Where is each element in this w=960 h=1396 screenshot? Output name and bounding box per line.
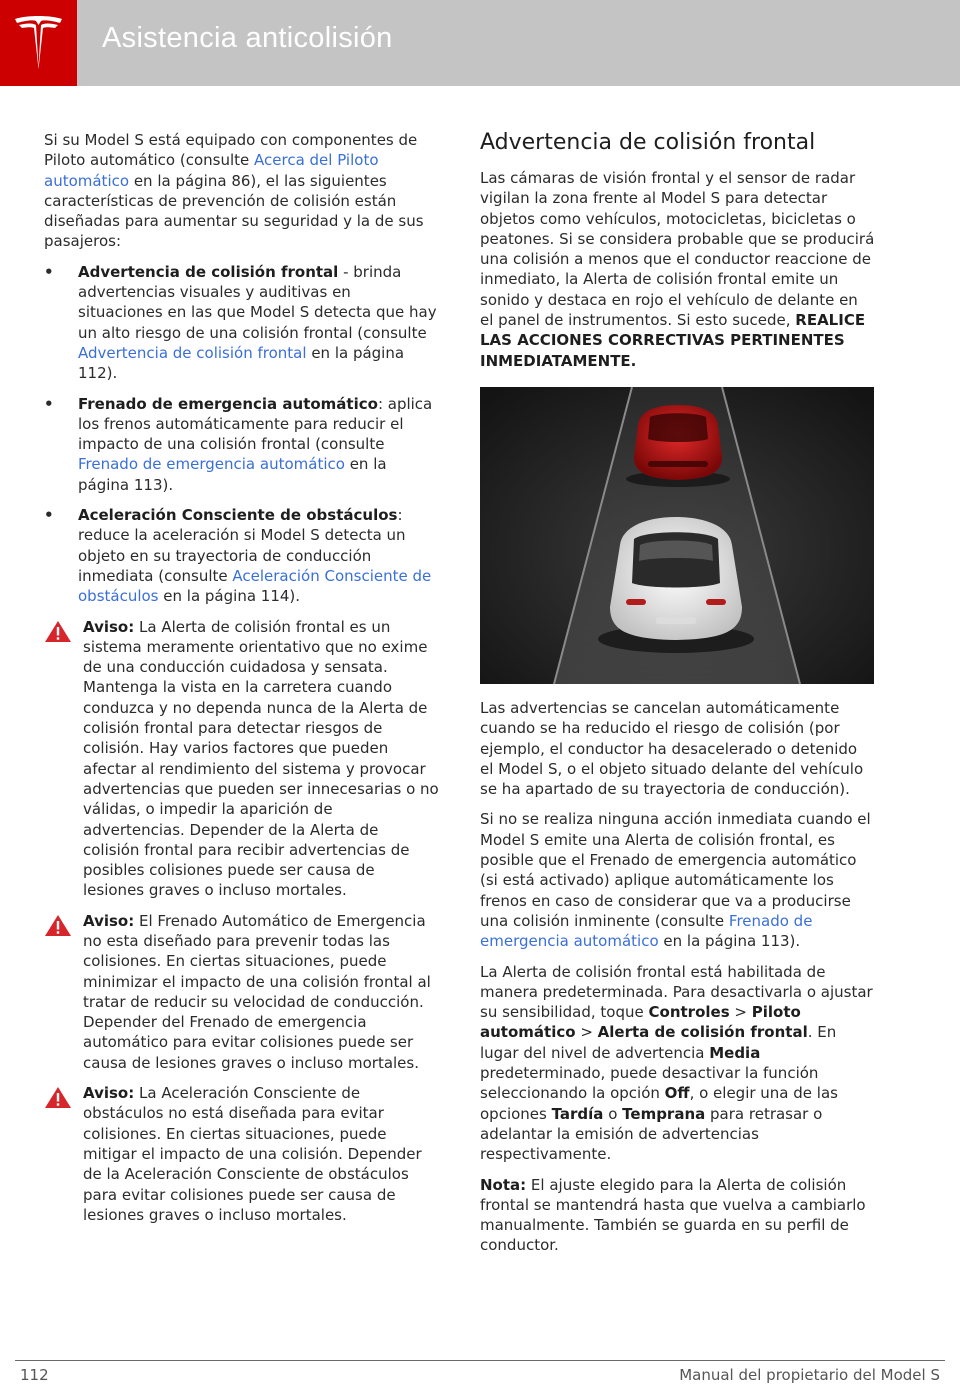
intro-paragraph: Si su Model S está equipado con componentes de Piloto automático (consulte Acerca del Piloto automático en la página 86), el las siguientes características de prevención de colisión están diseñadas para aumentar su seguridad y la de sus pasajeros: — [44, 131, 424, 251]
paragraph: Las cámaras de visión frontal y el sensor de radar vigilan la zona frente al Model S para detectar objetos como vehículos, motocicletas, bicicletas o peatones. Si se considera probable que se producirá una colisión a menos que el conductor reaccione de inmediato, la Alerta de colisión frontal emite un sonido y destaca en rojo el vehículo de delante en el panel de instrumentos. Si esto sucede, REALICE LAS ACCIONES CORRECTIVAS PERTINENTES INMEDIATAMENTE. — [480, 169, 875, 370]
tesla-logo-icon — [13, 15, 64, 70]
list-item: • Aceleración Consciente de obstáculos: reduce la aceleración si Model S detecta un objeto en su trayectoria de conducción inmediata (consulte Aceleración Consciente de obstáculos en la página 114). — [44, 506, 432, 606]
logo-box — [0, 0, 77, 86]
link-acerca-piloto[interactable]: Acerca del Piloto automático — [44, 151, 379, 190]
link-frenado-emergencia[interactable]: Frenado de emergencia automático — [480, 911, 813, 951]
right-column — [480, 130, 875, 1266]
page-header — [0, 0, 960, 86]
warning-triangle-icon — [44, 620, 72, 643]
feature-list — [44, 262, 439, 607]
link-advertencia-colision[interactable]: Advertencia de colisión frontal — [78, 343, 307, 362]
section-heading: Advertencia de colisión frontal — [480, 130, 816, 155]
page-number: 112 — [20, 1366, 49, 1384]
link-frenado-emergencia[interactable]: Frenado de emergencia automático — [78, 455, 345, 474]
paragraph: Si no se realiza ninguna acción inmediata cuando el Model S emite una Alerta de colisión frontal, es posible que el Frenado de emergencia automático (si está activado) aplique automáticamente los frenos en caso de considerar que va a producirse una colisión inminente (consulte Frenado de emergencia automático en la página 113). — [480, 810, 871, 951]
bullet-mark: • — [44, 394, 54, 413]
list-item: • Advertencia de colisión frontal - brinda advertencias visuales y auditivas en situaciones en las que Model S detecta que hay un alto riesgo de una colisión frontal (consulte Advertencia de colisión frontal en la página 112). — [44, 262, 437, 383]
page-title: Asistencia anticolisión — [102, 22, 393, 54]
warning-block: Aviso: El Frenado Automático de Emergencia no esta diseñado para prevenir todas las colisiones. En ciertas situaciones, puede minimizar el impacto de una colisión frontal al tratar de reducir su velocidad de conducción. Depender del Frenado de emergencia automático para evitar colisiones puede ser causa de lesiones graves o incluso mortales. — [44, 911, 439, 1073]
footer-divider — [15, 1360, 945, 1361]
left-column — [44, 130, 439, 1235]
footer-title: Manual del propietario del Model S — [679, 1366, 940, 1384]
warning-block: Aviso: La Aceleración Consciente de obstáculos no está diseñada para evitar colisiones. En ciertas situaciones, puede mitigar el impacto de una colisión. Depender de la Aceleración Consciente de obstáculos para evitar colisiones puede ser causa de lesiones graves o incluso mortales. — [44, 1083, 439, 1225]
collision-illustration — [480, 387, 874, 684]
bullet-mark: • — [44, 506, 54, 525]
link-aceleracion-consciente[interactable]: Aceleración Consciente de obstáculos — [78, 566, 432, 606]
paragraph: Las advertencias se cancelan automáticamente cuando se ha reducido el riesgo de colisión (por ejemplo, el conductor ha desacelerado o detenido el Model S, o el objeto situado delante del vehículo se ha apartado de su trayectoria de conducción). — [480, 698, 864, 799]
warning-triangle-icon — [44, 1086, 72, 1109]
warning-triangle-icon — [44, 914, 72, 937]
paragraph: La Alerta de colisión frontal está habilitada de manera predeterminada. Para desactivarla o ajustar su sensibilidad, toque Controles > Piloto automático > Alerta de colisión frontal. En lugar del nivel de advertencia Media predeterminado, puede desactivar la función seleccionando la opción Off, o elegir una de las opciones Tardía o Temprana para retrasar o adelantar la emisión de advertencias respectivamente. — [480, 962, 873, 1164]
list-item: • Frenado de emergencia automático: aplica los frenos automáticamente para reducir el impacto de una colisión frontal (consulte Frenado de emergencia automático en la página 113). — [44, 394, 433, 494]
note-paragraph: Nota: El ajuste elegido para la Alerta de colisión frontal se mantendrá hasta que vuelva a cambiarlo manualmente. También se guarda en su perfil de conductor. — [480, 1175, 866, 1255]
warning-block: Aviso: La Alerta de colisión frontal es un sistema meramente orientativo que no exime de una conducción cuidadosa y sensata. Mantenga la vista en la carretera cuando conduzca y no dependa nunca de la Alerta de colisión frontal para detectar riesgos de colisión. Hay varios factores que pueden afectar al rendimiento del sistema y provocar advertencias que pueden ser innecesarias o no válidas, o impedir la aparición de advertencias. Depender de la Alerta de colisión frontal para recibir advertencias de posibles colisiones puede ser causa de lesiones graves o incluso mortales. — [44, 617, 439, 901]
bullet-mark: • — [44, 262, 54, 281]
